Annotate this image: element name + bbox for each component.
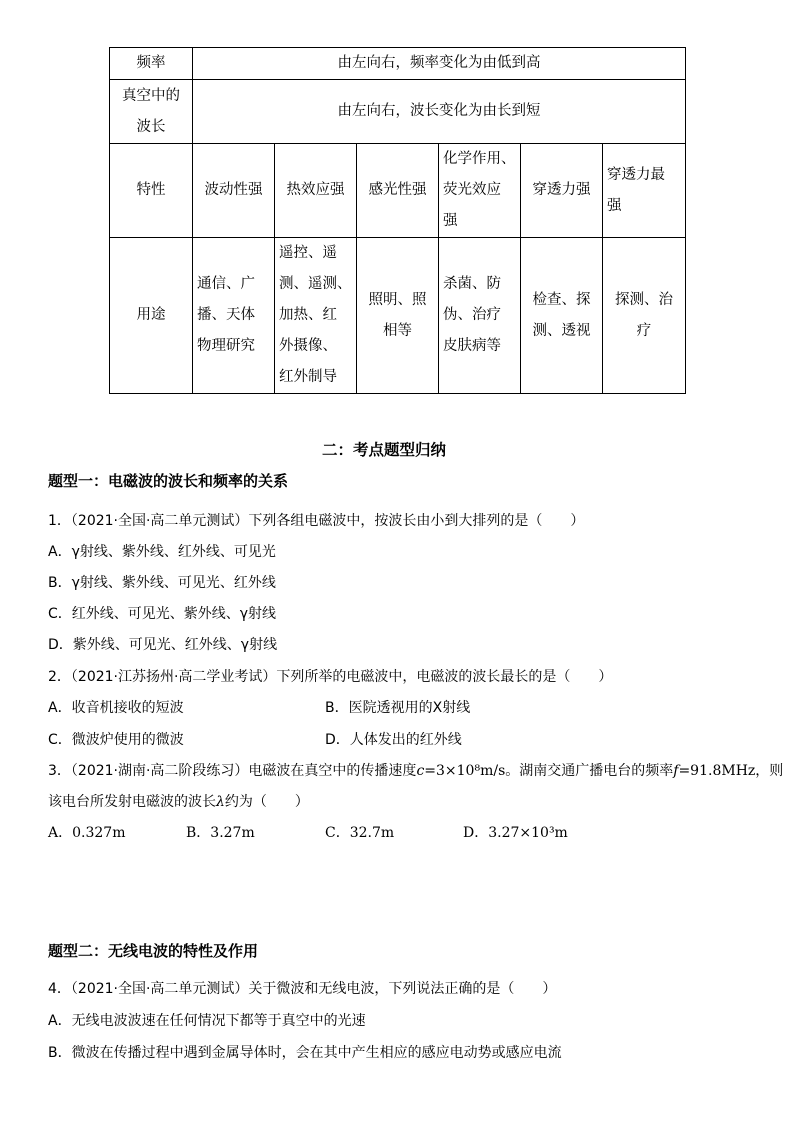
cell-line: 杀菌、防 bbox=[443, 276, 501, 292]
q3-text: =3×10⁸m/s。湖南交通广播电台的频率 bbox=[424, 763, 674, 779]
q2-stem: 2．（2021·江苏扬州·高二学业考试）下列所举的电磁波中，电磁波的波长最长的是（ ） bbox=[48, 669, 613, 685]
q3-text: 3．（2021·湖南·高二阶段练习）电磁波在真空中的传播速度 bbox=[48, 763, 417, 779]
cell-line: 波动性强 bbox=[204, 182, 263, 198]
q3-option-b: B．3.27m bbox=[186, 825, 255, 841]
char-cell bbox=[439, 144, 521, 238]
cell-line: 播、天体 bbox=[197, 307, 255, 323]
q1-option-d: D．紫外线、可见光、红外线、γ射线 bbox=[48, 637, 278, 653]
row-label-line: 波长 bbox=[136, 118, 166, 135]
table-row-frequency bbox=[110, 48, 686, 80]
frequency-trend: 由左向右，频率变化为由低到高 bbox=[193, 48, 686, 80]
cell-line: 物理研究 bbox=[197, 338, 255, 354]
q4-stem: 4．（2021·全国·高二单元测试）关于微波和无线电波，下列说法正确的是（ ） bbox=[48, 981, 557, 997]
q3-stem-line1 bbox=[48, 760, 783, 780]
char-cell bbox=[521, 144, 603, 238]
wavelength-trend: 由左向右，波长变化为由长到短 bbox=[193, 80, 686, 144]
q3-option-a: A．0.327m bbox=[48, 825, 126, 841]
cell-line: 荧光效应 bbox=[443, 182, 501, 198]
q1-option-a: A．γ射线、紫外线、红外线、可见光 bbox=[48, 544, 276, 560]
q1-option-c: C．红外线、可见光、紫外线、γ射线 bbox=[48, 606, 277, 622]
use-cell bbox=[357, 238, 439, 394]
use-cell bbox=[275, 238, 357, 394]
use-cell bbox=[193, 238, 275, 394]
cell-line: 强 bbox=[607, 197, 622, 214]
q3-text: 该电台所发射电磁波的波长 bbox=[48, 794, 216, 810]
use-cell bbox=[603, 238, 686, 394]
table-row-characteristics bbox=[110, 144, 686, 238]
cell-line: 照明、照 bbox=[368, 291, 427, 308]
cell-line: 外摄像、 bbox=[279, 338, 337, 354]
row-label-line: 真空中的 bbox=[122, 87, 180, 104]
cell-line: 检查、探 bbox=[532, 291, 591, 308]
q3-stem-line2 bbox=[48, 791, 309, 811]
section-title: 二：考点题型归纳 bbox=[322, 441, 447, 459]
q1-stem: 1．（2021·全国·高二单元测试）下列各组电磁波中，按波长由小到大排列的是（ ） bbox=[48, 513, 585, 529]
q2-option-b: B．医院透视用的X射线 bbox=[325, 700, 471, 716]
use-cell bbox=[521, 238, 603, 394]
cell-line: 感光性强 bbox=[368, 182, 427, 198]
row-label-uses: 用途 bbox=[110, 238, 193, 394]
q4-option-a: A．无线电波波速在任何情况下都等于真空中的光速 bbox=[48, 1013, 366, 1029]
type1-title: 题型一：电磁波的波长和频率的关系 bbox=[48, 472, 289, 490]
q3-text: =91.8MHz，则 bbox=[678, 763, 784, 779]
cell-line: 遥控、遥 bbox=[279, 245, 337, 261]
row-label-characteristics: 特性 bbox=[110, 144, 193, 238]
q2-option-a: A．收音机接收的短波 bbox=[48, 700, 184, 716]
cell-line: 皮肤病等 bbox=[443, 338, 501, 354]
cell-line: 化学作用、 bbox=[443, 151, 516, 167]
q3-symbol-lambda: λ bbox=[216, 794, 225, 810]
cell-line: 穿透力强 bbox=[532, 182, 591, 198]
char-cell bbox=[193, 144, 275, 238]
cell-line: 强 bbox=[443, 213, 458, 229]
row-label-frequency: 频率 bbox=[110, 48, 193, 80]
cell-line: 测、透视 bbox=[532, 322, 591, 339]
cell-line: 疗 bbox=[636, 322, 652, 339]
cell-line: 相等 bbox=[383, 322, 412, 339]
cell-line: 穿透力最 bbox=[607, 166, 665, 183]
q3-symbol-c: c bbox=[416, 763, 425, 779]
q2-option-c: C．微波炉使用的微波 bbox=[48, 732, 184, 748]
cell-line: 伪、治疗 bbox=[443, 307, 501, 323]
char-cell bbox=[357, 144, 439, 238]
cell-line: 通信、广 bbox=[197, 276, 255, 292]
use-cell bbox=[439, 238, 521, 394]
q3-text: 约为（ ） bbox=[224, 794, 309, 810]
cell-line: 加热、红 bbox=[279, 307, 337, 323]
q3-option-c: C．32.7m bbox=[325, 825, 395, 841]
q1-option-b: B．γ射线、紫外线、可见光、红外线 bbox=[48, 575, 276, 591]
table-row-uses bbox=[110, 238, 686, 394]
type2-title: 题型二：无线电波的特性及作用 bbox=[48, 942, 259, 960]
q4-option-b: B．微波在传播过程中遇到金属导体时，会在其中产生相应的感应电动势或感应电流 bbox=[48, 1045, 562, 1061]
table-row-wavelength bbox=[110, 80, 686, 144]
q2-option-d: D．人体发出的红外线 bbox=[325, 732, 462, 748]
cell-line: 红外制导 bbox=[279, 369, 337, 385]
cell-line: 探测、治 bbox=[615, 291, 674, 308]
q3-option-d: D．3.27×10³m bbox=[463, 825, 568, 841]
cell-line: 测、遥测、 bbox=[279, 276, 352, 292]
row-label-wavelength bbox=[110, 80, 193, 144]
em-spectrum-table bbox=[109, 47, 686, 394]
cell-line: 热效应强 bbox=[286, 182, 345, 198]
q3-symbol-f: f bbox=[673, 763, 679, 779]
char-cell bbox=[603, 144, 686, 238]
char-cell bbox=[275, 144, 357, 238]
